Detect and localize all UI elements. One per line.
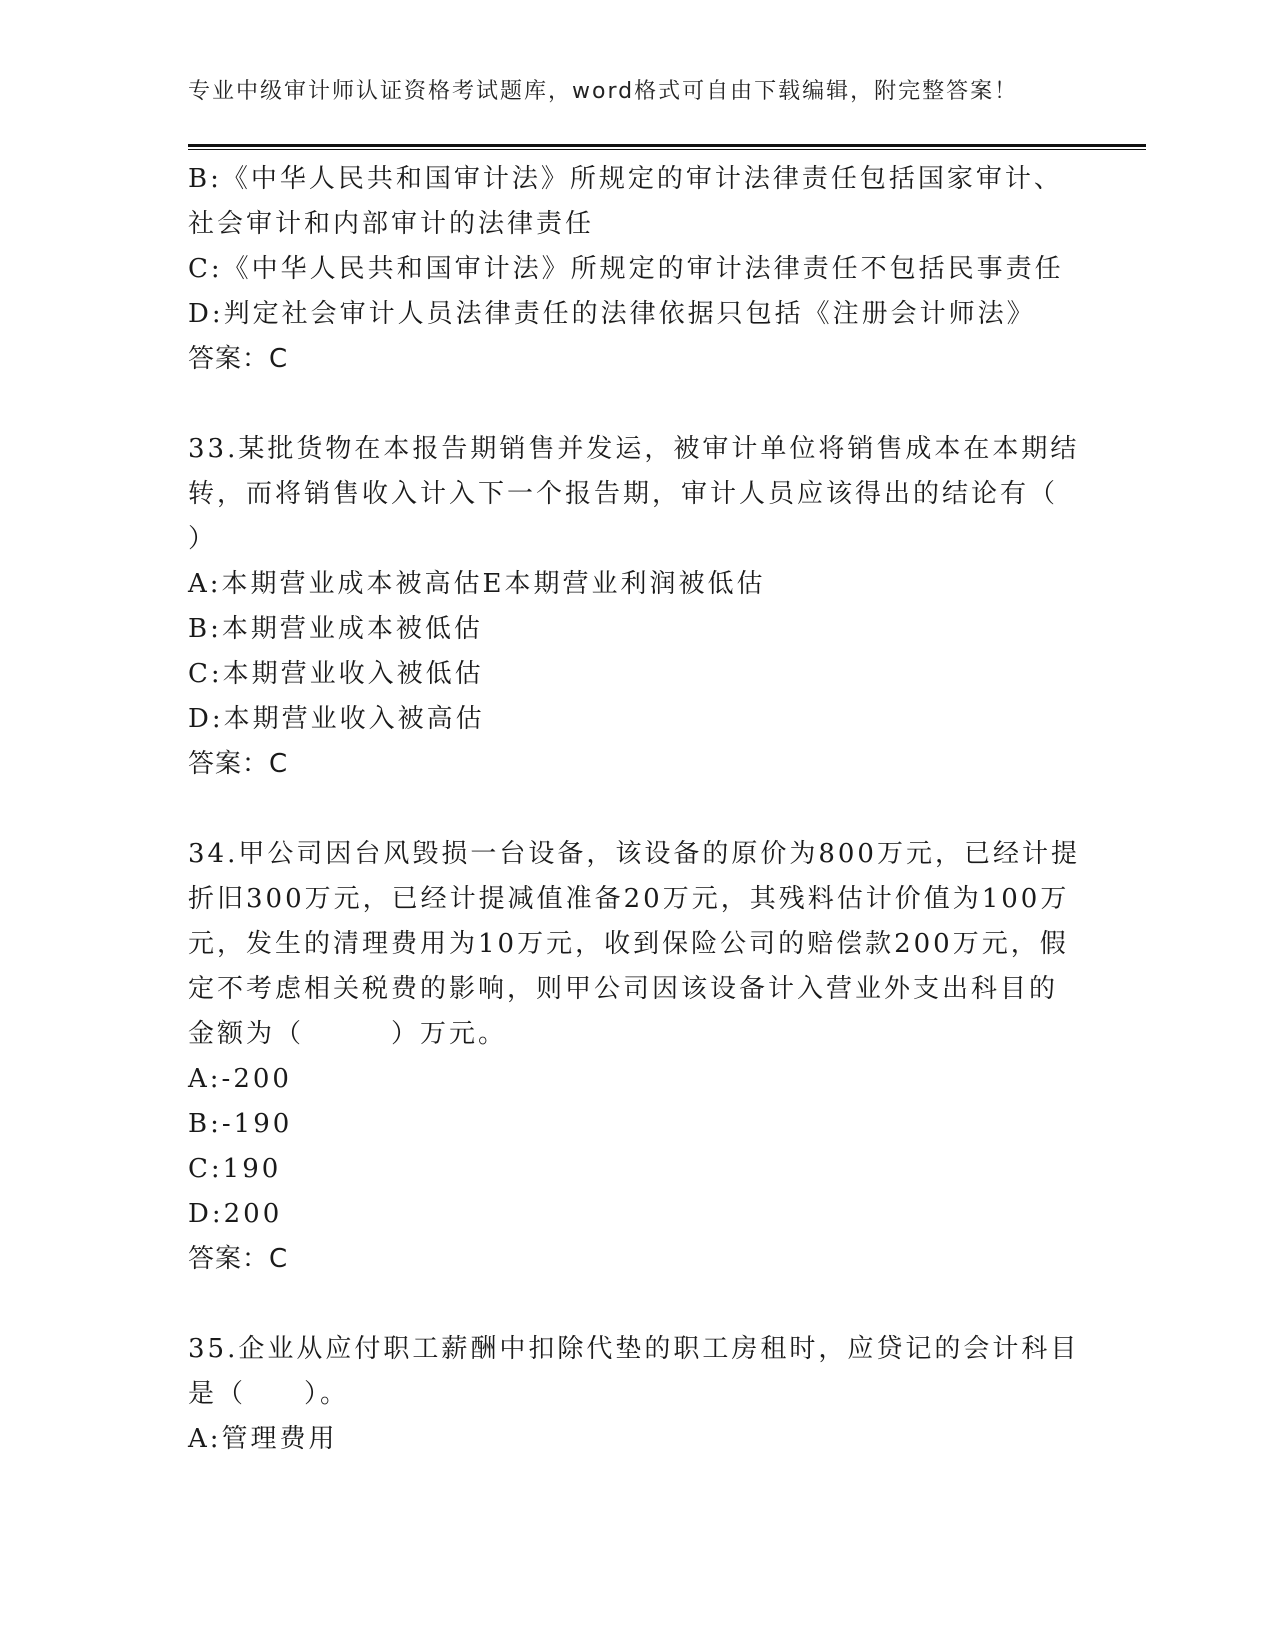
question-stem-line-2: 是（ ）。 [188, 1379, 350, 1409]
option-b-line-2: 社会审计和内部审计的法律责任 [188, 209, 595, 239]
question-stem-line-1: 34.甲公司因台风毁损一台设备，该设备的原价为800万元，已经计提 [188, 839, 1080, 869]
option-c: C:《中华人民共和国审计法》所规定的审计法律责任不包括民事责任 [188, 254, 1064, 284]
document-body [188, 157, 1088, 1462]
answer: 答案：C [188, 749, 289, 779]
option-a: A:-200 [188, 1064, 292, 1094]
question-stem-line-3: ） [188, 524, 218, 554]
page-header: 专业中级审计师认证资格考试题库，word格式可自由下载编辑，附完整答案！ [188, 79, 1019, 104]
question-block-33 [188, 427, 1088, 787]
spacer [188, 1282, 1088, 1327]
option-a: A:管理费用 [188, 1424, 338, 1454]
answer: 答案：C [188, 344, 289, 374]
question-stem-line-2: 折旧300万元，已经计提减值准备20万元，其残料估计价值为100万 [188, 884, 1070, 914]
option-d: D:200 [188, 1199, 283, 1229]
option-c: C:190 [188, 1154, 282, 1184]
question-stem-line-2: 转，而将销售收入计入下一个报告期，审计人员应该得出的结论有（ [188, 479, 1059, 509]
option-b: B:-190 [188, 1109, 293, 1139]
option-d: D:判定社会审计人员法律责任的法律依据只包括《注册会计师法》 [188, 299, 1036, 329]
option-d: D:本期营业收入被高估 [188, 704, 485, 734]
question-stem-line-4: 定不考虑相关税费的影响，则甲公司因该设备计入营业外支出科目的 [188, 974, 1059, 1004]
answer: 答案：C [188, 1244, 289, 1274]
question-stem-line-3: 元，发生的清理费用为10万元，收到保险公司的赔偿款200万元，假 [188, 929, 1069, 959]
option-b: B:本期营业成本被低估 [188, 614, 483, 644]
spacer [188, 787, 1088, 832]
option-a: A:本期营业成本被高估E本期营业利润被低估 [188, 569, 766, 599]
spacer [188, 382, 1088, 427]
question-block-34 [188, 832, 1088, 1282]
question-block-prev [188, 157, 1088, 382]
question-stem-line-1: 33.某批货物在本报告期销售并发运，被审计单位将销售成本在本期结 [188, 434, 1080, 464]
question-stem-line-5: 金额为（ ）万元。 [188, 1019, 508, 1049]
question-block-35 [188, 1327, 1088, 1462]
option-c: C:本期营业收入被低估 [188, 659, 484, 689]
question-stem-line-1: 35.企业从应付职工薪酬中扣除代垫的职工房租时，应贷记的会计科目 [188, 1334, 1080, 1364]
header-rule [188, 144, 1146, 150]
option-b-line-1: B:《中华人民共和国审计法》所规定的审计法律责任包括国家审计、 [188, 164, 1063, 194]
